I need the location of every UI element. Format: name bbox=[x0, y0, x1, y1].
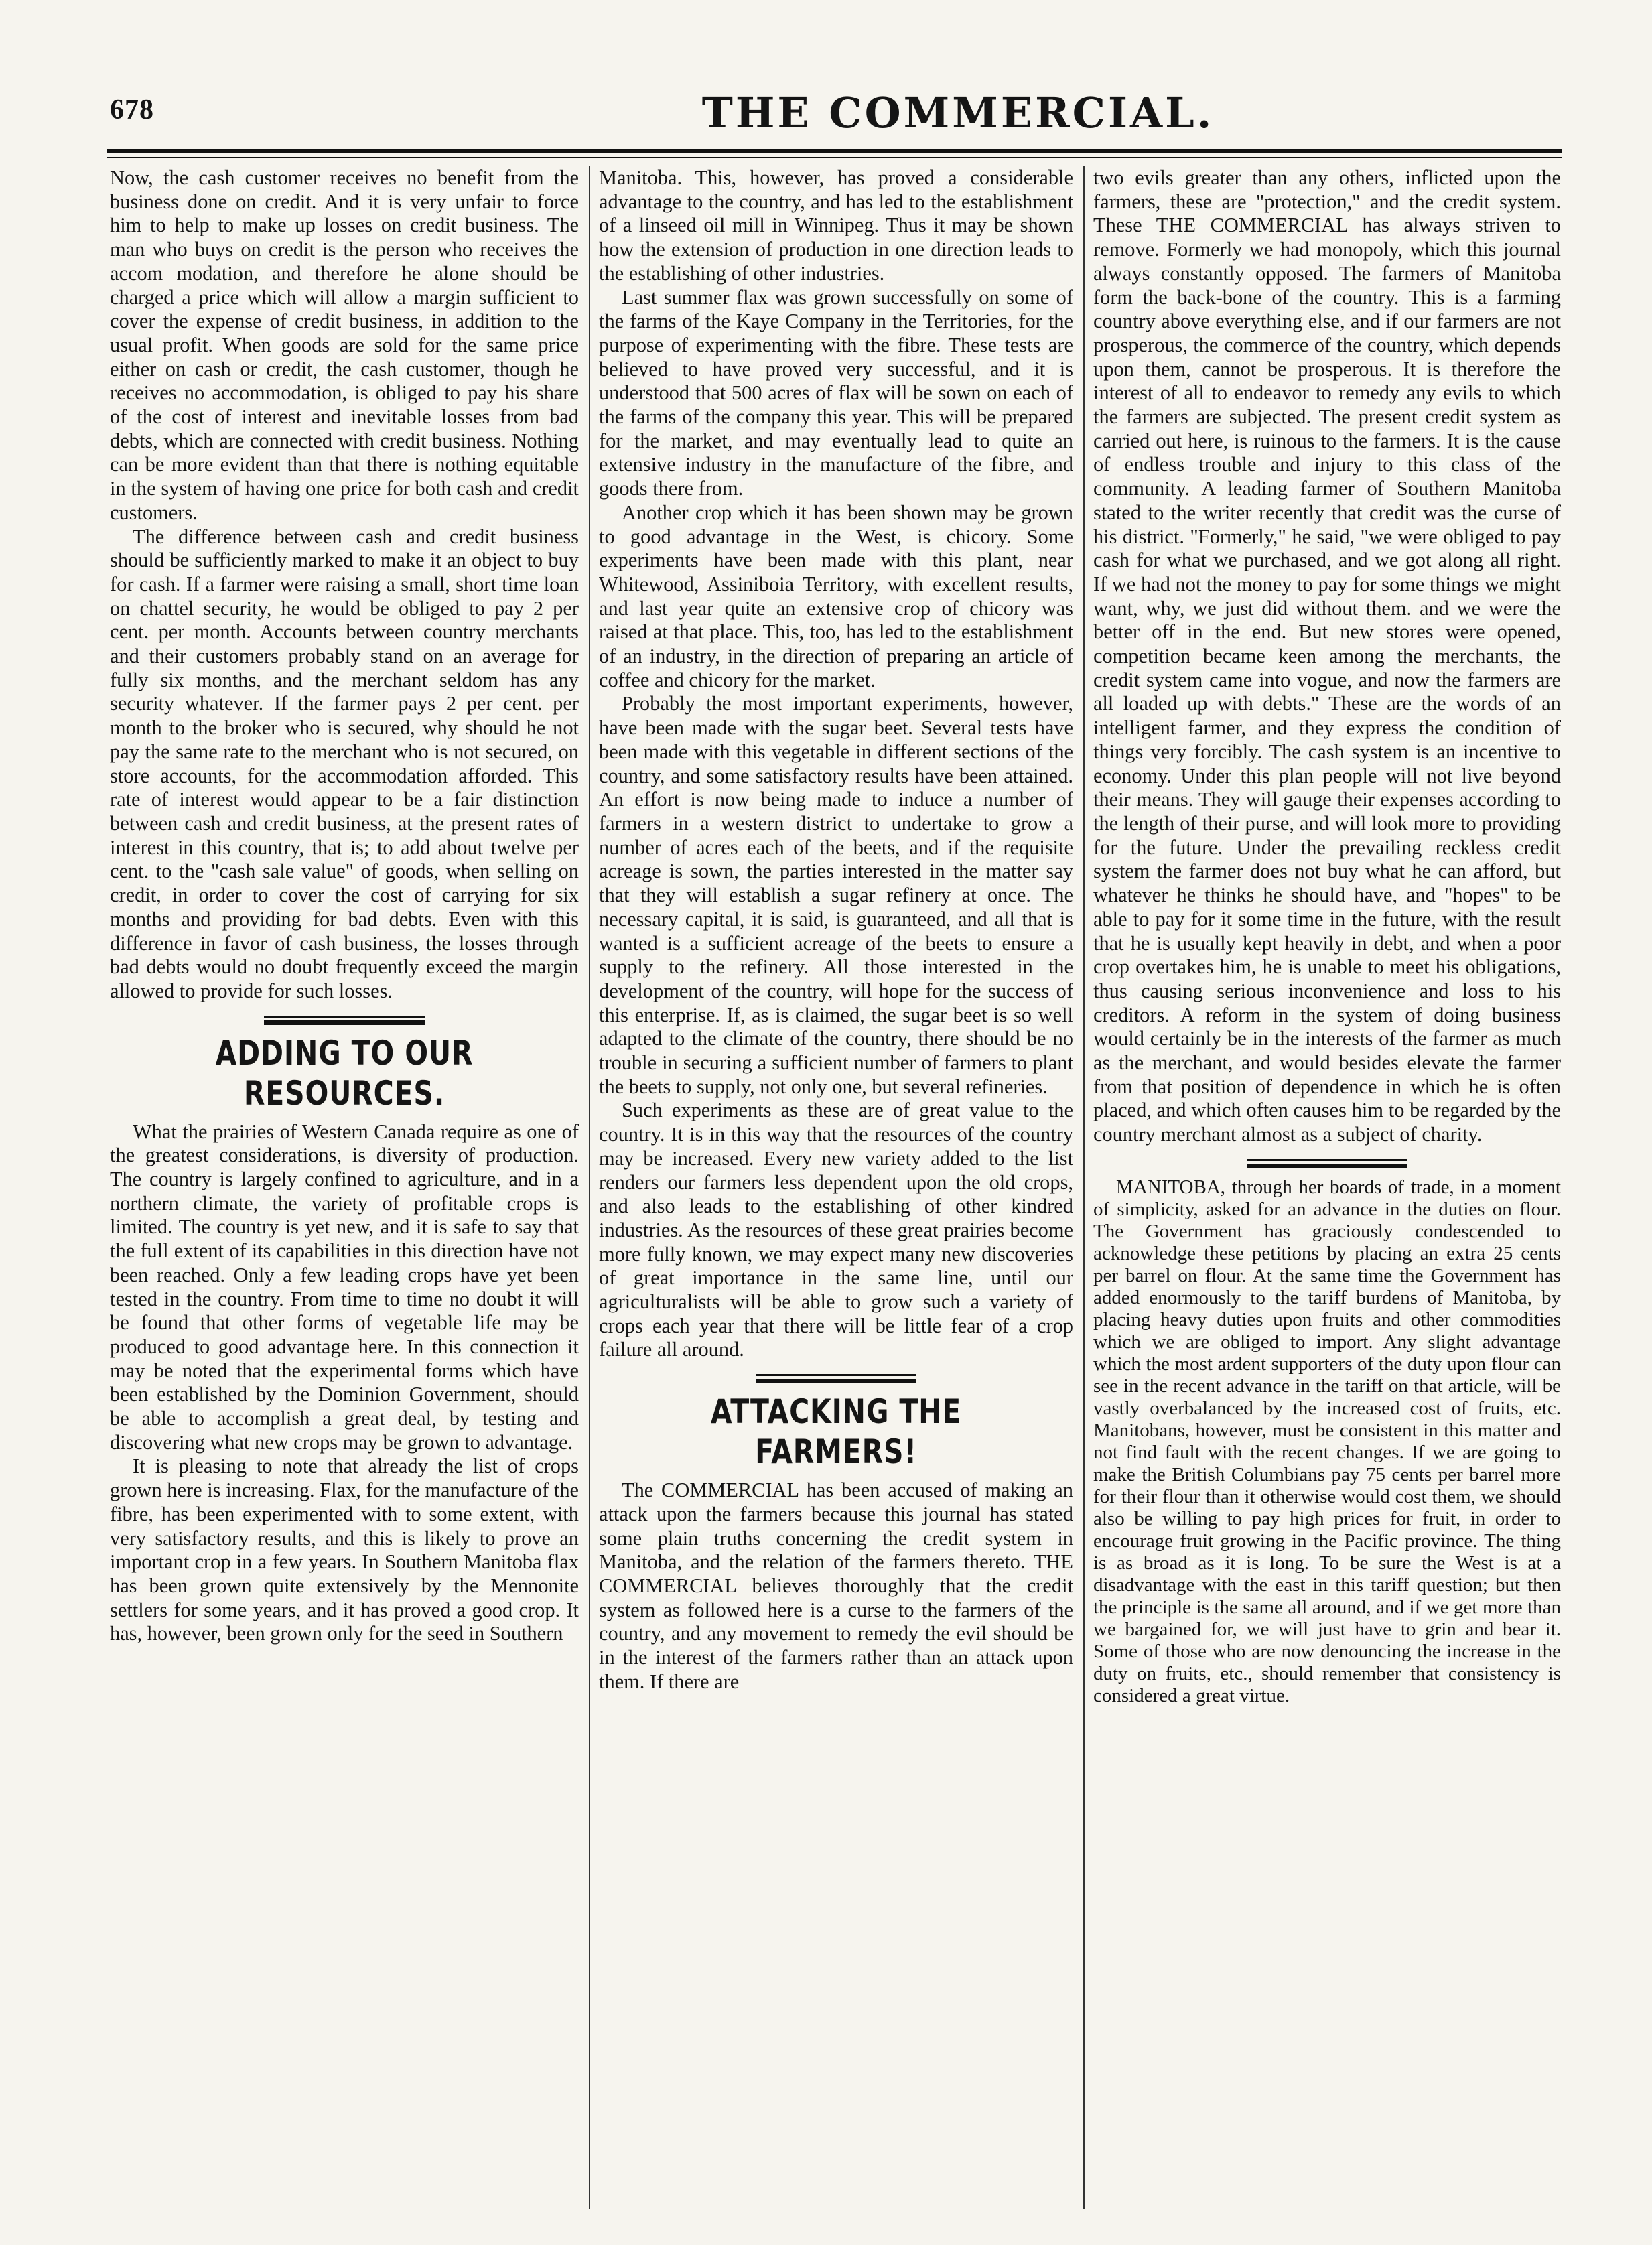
article-headline: ADDING TO OUR RESOURCES. bbox=[215, 1033, 474, 1113]
page-number: 678 bbox=[110, 94, 154, 125]
column-divider bbox=[589, 166, 590, 2209]
paragraph: two evils greater than any others, inflicted upon the farmers, these are "protection," and the credit system. These THE COMMERCIAL has always striven to remove. Formerly we had monopoly, which this journal always constantly opposed. The farmers of Manitoba form the back-bone of the country. This is a farming country above everything else, and if our farmers are not prosperous, the commerce of the country, which depends upon them, cannot be prosperous. It is therefore the interest of all to endeavor to remedy any evils to which the farmers are subjected. The present credit system as carried out here, is ruinous to the farmers. It is the cause of endless trouble and injury to this class of the community. A leading farmer of Southern Manitoba stated to the writer recently that credit was the curse of his district. "Formerly," he said, "we were obliged to pay cash for what we purchased, and we got along all right. If we had not the money to pay for some things we might want, why, we just did without them. and we were the better off in the end. But new stores were opened, competition became keen among the merchants, the credit system came into vogue, and now the farmers are all loaded up with debts." These are the words of an intelligent farmer, and they express the condition of things very forcibly. The cash system is an incentive to economy. Under this plan people will not live beyond their means. They will gauge their expenses according to the length of their purse, and will look more to providing for the future. Under the prevailing reckless credit system the farmer does not buy what he can afford, but whatever he thinks he should have, and "hopes" to be able to pay for it some time in the future, with the result that he is usually kept heavily in debt, and when a poor crop overtakes him, he is unable to meet his obligations, thus causing serious inconvenience and loss to his creditors. A reform in the system of doing business would certainly be in the interests of the farmer as much as the merchant, and would besides elevate the farmer from that position of dependence in which he is often placed, and which often causes him to be regarded by the country merchant almost as a subject of charity. bbox=[1093, 166, 1561, 1146]
paragraph: The COMMERCIAL has been accused of making an attack upon the farmers because this journal has stated some plain truths concerning the credit system in Manitoba, and the relation of the farmers thereto. THE COMMERCIAL believes thoroughly that the credit system as followed here is a curse to the farmers of the country, and any movement to remedy the evil should be in the interest of the farmers rather than an attack upon them. If there are bbox=[599, 1479, 1073, 1693]
paragraph: Manitoba. This, however, has proved a considerable advantage to the country, and has led to the establishment of a linseed oil mill in Winnipeg. Thus it may be shown how the extension of production in one direction leads to the establishing of other industries. bbox=[599, 166, 1073, 285]
paragraph: Now, the cash customer receives no benefit from the business done on credit. And it is very unfair to force him to help to make up losses on credit business. The man who buys on credit is the person who receives the accom modation, and therefore he alone should be charged a price which will allow a margin sufficient to cover the expense of credit business, in addition to the usual profit. When goods are sold for the same price either on cash or credit, the cash customer, though he receives no accommodation, is obliged to pay his share of the cost of interest and inevitable losses from bad debts, which are connected with credit business. Nothing can be more evident than that there is nothing equitable in the system of having one price for both cash and credit customers. bbox=[110, 166, 579, 524]
paragraph: Another crop which it has been shown may be grown to good advantage in the West, is chicory. Some experiments have been made with this plant, near Whitewood, Assiniboia Territory, with excellent results, and last year quite an extensive crop of chicory was raised at that place. This, too, has led to the establishment of an industry, in the direction of preparing an article of coffee and chicory for the market. bbox=[599, 500, 1073, 691]
article-headline: ATTACKING THE FARMERS! bbox=[710, 1392, 962, 1472]
header-rule bbox=[107, 149, 1562, 158]
column-divider bbox=[1083, 166, 1085, 2209]
column-3 bbox=[1093, 166, 1561, 2216]
paragraph: MANITOBA, through her boards of trade, in a moment of simplicity, asked for an advance in the duties on flour. The Government has graciously condescended to acknowledge these petitions by placing an extra 25 cents per barrel on flour. At the same time the Government has added enormously to the tariff burdens of Manitoba, by placing heavy duties upon fruits and other commodities which we are obliged to import. Any slight advantage which the most ardent supporters of the duty upon flour can see in the recent advance in the tariff on that article, will be vastly overbalanced by the increased cost of fruits, etc. Manitobans, however, must be consistent in this matter and not find fault with the recent changes. If we are going to make the British Columbians pay 75 cents per barrel more for their flour than it otherwise would cost them, we should also be willing to pay high prices for fruit, in order to encourage fruit growing in the Pacific province. The thing is as broad as it is long. To be sure the West is at a disadvantage with the east in this tariff question; but then the principle is the same all around, and if we get more than we bargained for, we will just have to grin and bear it. Some of those who are now denouncing the increase in the duty on fruits, etc., should remember that consistency is considered a great virtue. bbox=[1093, 1176, 1561, 1706]
paragraph: Such experiments as these are of great value to the country. It is in this way that the resources of the country may be increased. Every new variety added to the list renders our farmers less dependent upon the old crops, and also leads to the establishing of other kindred industries. As the resources of these great prairies become more fully known, we may expect many new discoveries of great importance in the same line, until our agriculturalists will be able to grow such a variety of crops each year that there will be little fear of a crop failure all around. bbox=[599, 1099, 1073, 1361]
section-separator bbox=[110, 1016, 579, 1025]
section-separator bbox=[1093, 1159, 1561, 1168]
section-separator bbox=[599, 1374, 1073, 1383]
column-2 bbox=[599, 166, 1073, 2216]
paragraph: It is pleasing to note that already the list of crops grown here is increasing. Flax, for the manufacture of the fibre, has been experimented with to some extent, with very satisfactory results, and this is likely to prove an important crop in a few years. In Southern Manitoba flax has been grown quite extensively by the Mennonite settlers for some years, and it has proved a good crop. It has, however, been grown only for the seed in Southern bbox=[110, 1454, 579, 1645]
column-1 bbox=[110, 166, 579, 2216]
masthead: THE COMMERCIAL. bbox=[701, 88, 1215, 137]
paragraph: What the prairies of Western Canada require as one of the greatest considerations, is diversity of production. The country is largely confined to agriculture, and in a northern climate, the variety of profitable crops is limited. The country is yet new, and it is safe to say that the full extent of its capabilities in this direction have not been reached. Only a few leading crops have yet been tested in the country. From time to time no doubt it will be found that other forms of vegetable life may be produced to good advantage here. In this connection it may be noted that the experimental forms which have been established by the Dominion Government, should be able to accomplish a great deal, by testing and discovering what new crops may be grown to advantage. bbox=[110, 1119, 579, 1454]
paragraph: Probably the most important experiments, however, have been made with the sugar beet. Several tests have been made with this vegetable in different sections of the country, and some satisfactory results have been attained. An effort is now being made to induce a number of farmers in a western district to undertake to grow a number of acres each of the beets, and if the requisite acreage is sown, the parties interested in the matter say that they will establish a sugar refinery at once. The necessary capital, it is said, is guaranteed, and all that is wanted is a sufficient acreage of the beets to ensure a supply to the refinery. All those interested in the development of the country, will hope for the success of this enterprise. If, as is claimed, the sugar beet is so well adapted to the climate of the country, there should be no trouble in securing a sufficient number of farmers to plant the beets to supply, not only one, but several refineries. bbox=[599, 692, 1073, 1098]
paragraph: The difference between cash and credit business should be sufficiently marked to make it an object to buy for cash. If a farmer were raising a small, short time loan on chattel security, he would be obliged to pay 2 per cent. per month. Accounts between country merchants and their customers probably stand on an average for fully six months, and the merchant seldom has any security whatever. If the farmer pays 2 per cent. per month to the broker who is secured, why should he not pay the same rate to the merchant who is not secured, on store accounts, for the accommodation afforded. This rate of interest would appear to be a fair distinction between cash and credit business, at the present rates of interest in this country, that is; to add about twelve per cent. to the "cash sale value" of goods, when selling on credit, in order to cover the cost of carrying for six months and providing for bad debts. Even with this difference in favor of cash business, the losses through bad debts would no doubt frequently exceed the margin allowed to provide for such losses. bbox=[110, 525, 579, 1002]
paragraph: Last summer flax was grown successfully on some of the farms of the Kaye Company in the Territories, for the purpose of experimenting with the fibre. These tests are believed to have proved very successful, and it is understood that 500 acres of flax will be sown on each of the farms of the company this year. This will be prepared for the market, and may eventually lead to quite an extensive industry in the manufacture of the fibre, and goods there from. bbox=[599, 285, 1073, 500]
